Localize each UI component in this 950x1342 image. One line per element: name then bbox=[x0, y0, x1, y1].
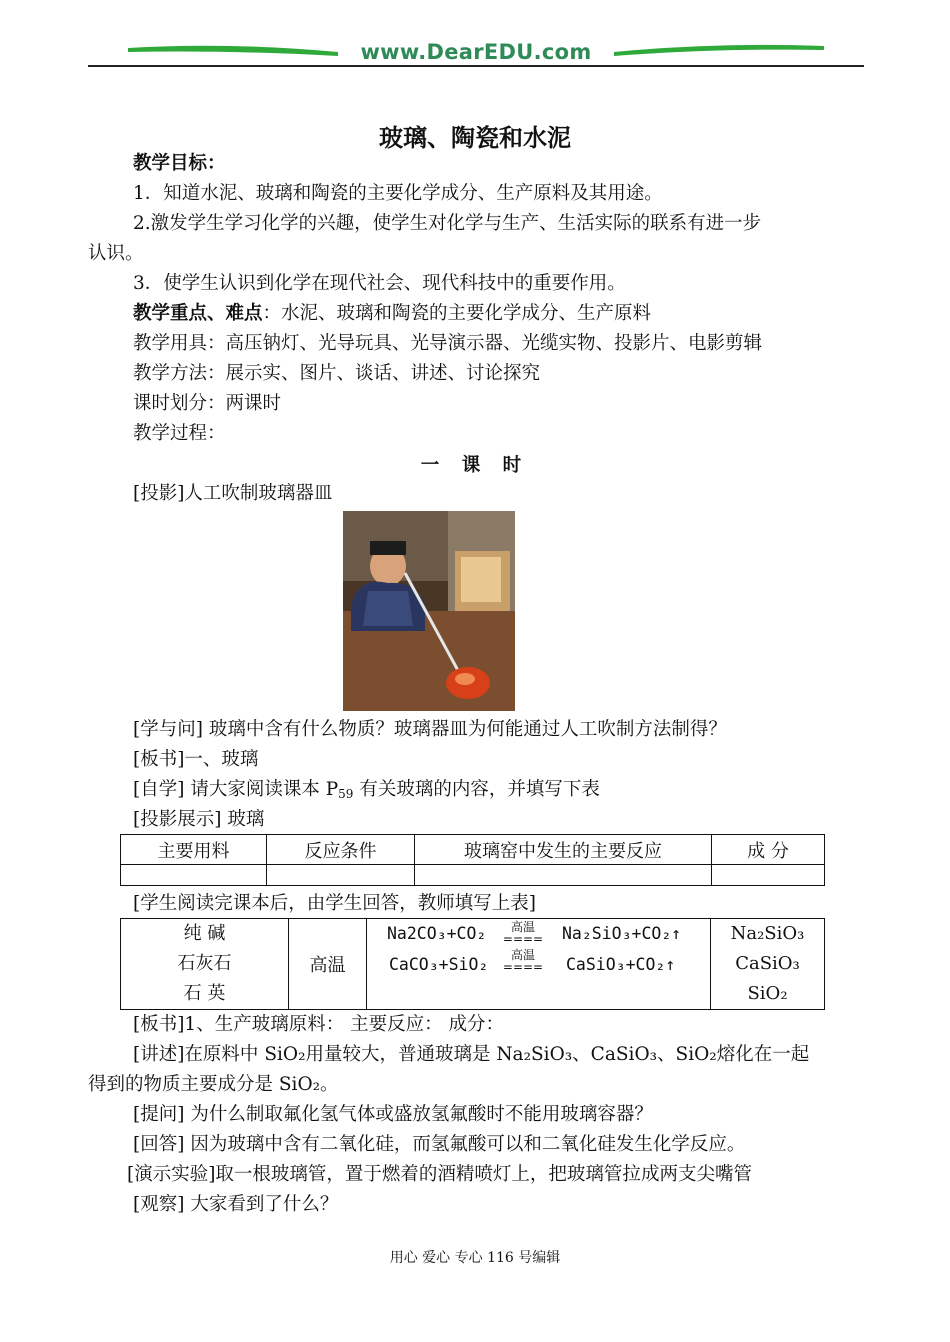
site-header bbox=[88, 38, 864, 70]
projection-2: [投影展示] 玻璃 bbox=[133, 809, 265, 830]
objective-2-cont: 认识。 bbox=[88, 243, 144, 264]
observation: [观察] 大家看到了什么？ bbox=[133, 1194, 339, 1215]
reaction-1-arrow-label: 高温 bbox=[510, 920, 535, 934]
components-cell bbox=[711, 919, 825, 1010]
question: [提问] 为什么制取氟化氢气体或盛放氢氟酸时不能用玻璃容器？ bbox=[133, 1104, 653, 1125]
blank-cell bbox=[415, 865, 712, 886]
reaction-2-arrow: ==== bbox=[502, 960, 544, 974]
study-question: [学与问] 玻璃中含有什么物质？玻璃器皿为何能通过人工吹制方法制得？ bbox=[133, 719, 727, 740]
materials-cell bbox=[121, 919, 289, 1010]
key-points-text: ：水泥、玻璃和陶瓷的主要化学成分、生产原料 bbox=[262, 303, 652, 324]
header-rule bbox=[88, 65, 864, 67]
col-main-reaction: 玻璃窑中发生的主要反应 bbox=[415, 835, 712, 865]
component-casio3: CaSiO₃ bbox=[735, 953, 800, 974]
blank-cell bbox=[267, 865, 415, 886]
objective-1: 1．知道水泥、玻璃和陶瓷的主要化学成分、生产原料及其用途。 bbox=[133, 183, 663, 204]
teaching-process: 教学过程： bbox=[133, 423, 226, 444]
class-hours: 课时划分：两课时 bbox=[133, 393, 282, 414]
component-sio2: SiO₂ bbox=[747, 983, 788, 1004]
page-footer: 用心 爱心 专心 116 号编辑 bbox=[389, 1250, 561, 1266]
reaction-1-condition bbox=[500, 921, 546, 945]
teaching-tools: 教学用具：高压钠灯、光导玩具、光导演示器、光缆实物、投影片、电影剪辑 bbox=[133, 333, 763, 354]
board-1: [板书]一、玻璃 bbox=[133, 749, 259, 770]
condition-cell: 高温 bbox=[289, 919, 367, 1010]
key-points bbox=[133, 301, 651, 327]
material-limestone: 石灰石 bbox=[177, 953, 232, 974]
component-na2sio3: Na₂SiO₃ bbox=[730, 923, 805, 944]
self-study-page: 59 bbox=[338, 787, 354, 801]
material-soda-ash: 纯 碱 bbox=[183, 923, 226, 944]
board-2: [板书]1、生产玻璃原料： 主要反应： 成分： bbox=[133, 1014, 504, 1035]
col-reaction-condition: 反应条件 bbox=[267, 835, 415, 865]
lecture: [讲述]在原料中 SiO₂用量较大，普通玻璃是 Na₂SiO₃、CaSiO₃、SiO₂熔化在一起 bbox=[133, 1044, 810, 1065]
projection-1: [投影]人工吹制玻璃器皿 bbox=[133, 483, 333, 504]
glassblowing-photo bbox=[343, 511, 515, 711]
blank-cell bbox=[712, 865, 825, 886]
reaction-1-right: Na₂SiO₃+CO₂↑ bbox=[562, 924, 682, 943]
glass-blank-table bbox=[120, 834, 825, 886]
teaching-methods: 教学方法：展示实、图片、谈话、讲述、讨论探究 bbox=[133, 363, 541, 384]
reaction-1-arrow: ==== bbox=[502, 932, 544, 946]
self-study-text-b: 有关玻璃的内容，并填写下表 bbox=[353, 779, 600, 800]
page-title: 玻璃、陶瓷和水泥 bbox=[379, 123, 571, 152]
answer: [回答] 因为玻璃中含有二氧化硅，而氢氟酸可以和二氧化硅发生化学反应。 bbox=[133, 1134, 746, 1155]
objective-3: 3．使学生认识到化学在现代社会、现代科技中的重要作用。 bbox=[133, 273, 626, 294]
objective-2: 2.激发学生学习化学的兴趣，使学生对化学与生产、生活实际的联系有进一步 bbox=[133, 213, 762, 234]
reaction-2-arrow-label: 高温 bbox=[510, 948, 535, 962]
self-study bbox=[133, 777, 600, 807]
blank-cell bbox=[121, 865, 267, 886]
self-study-text-a: [自学] 请大家阅读课本 P bbox=[133, 779, 339, 800]
lecture-cont: 得到的物质主要成分是 SiO₂。 bbox=[88, 1074, 339, 1095]
reaction-2-right: CaSiO₃+CO₂↑ bbox=[566, 955, 676, 974]
material-quartz: 石 英 bbox=[183, 983, 226, 1004]
site-logo-text: www.DearEDU.com bbox=[360, 40, 592, 64]
col-components: 成 分 bbox=[712, 835, 825, 865]
reaction-1-left: Na2CO₃+CO₂ bbox=[387, 924, 487, 943]
demo-experiment: [演示实验]取一根玻璃管，置于燃着的酒精喷灯上，把玻璃管拉成两支尖嘴管 bbox=[127, 1164, 752, 1185]
after-reading-note: [学生阅读完课本后，由学生回答，教师填写上表] bbox=[133, 893, 536, 914]
key-points-label: 教学重点、难点 bbox=[133, 303, 263, 324]
reaction-2-left: CaCO₃+SiO₂ bbox=[389, 955, 489, 974]
lesson-heading: 一 课 时 bbox=[420, 455, 530, 476]
reaction-2-condition bbox=[500, 949, 546, 973]
objectives-heading: 教学目标： bbox=[133, 153, 226, 174]
col-main-materials: 主要用料 bbox=[121, 835, 267, 865]
